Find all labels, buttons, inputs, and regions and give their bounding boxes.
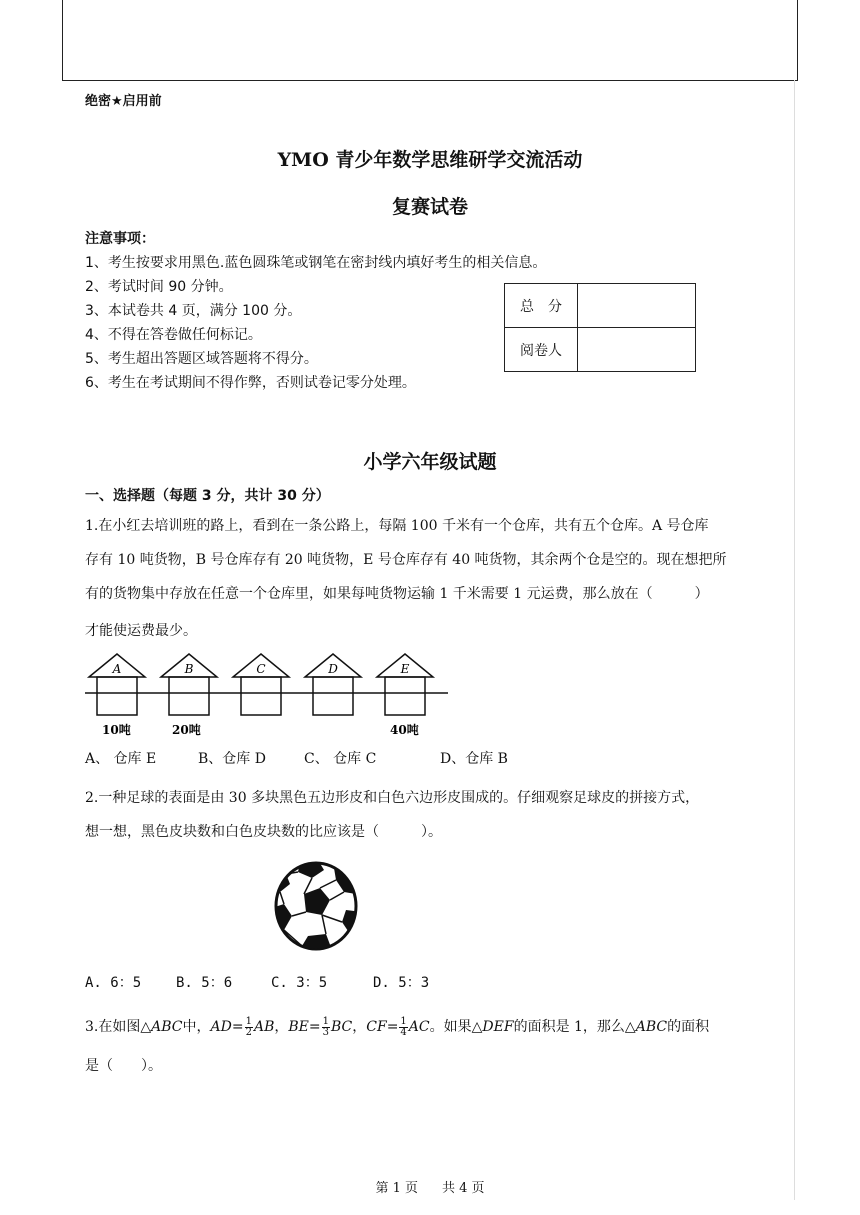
question-2-line: 想一想，黑色皮块数和白色皮块数的比应该是（ ）。: [85, 824, 442, 840]
grader-label: 阅卷人: [505, 328, 578, 372]
fraction-numerator: 1: [400, 1015, 407, 1027]
fraction: [245, 1017, 253, 1038]
q3-math: AB: [253, 1019, 275, 1035]
total-score-cell[interactable]: [578, 284, 696, 328]
note-item: 1、考生按要求用黑色.蓝色圆珠笔或钢笔在密封线内填好考生的相关信息。: [85, 255, 547, 271]
question-3-line: 是（ ）。: [85, 1058, 162, 1074]
note-item: 2、考试时间 90 分钟。: [85, 279, 233, 295]
warehouse-body: [385, 677, 425, 715]
question-1-line: 存有 10 吨货物，B 号仓库存有 20 吨货物，E 号仓库存有 40 吨货物，其余两个仓是空的。现在想把所: [85, 552, 727, 568]
q3-math: AD: [210, 1019, 232, 1035]
margin-line: [794, 80, 795, 1200]
q2-option-d[interactable]: D. 5：3: [373, 975, 430, 991]
note-item: 3、本试卷共 4 页，满分 100 分。: [85, 303, 302, 319]
q3-text: =: [231, 1019, 244, 1035]
q3-text: 中，: [182, 1019, 211, 1035]
q2-option-c[interactable]: C. 3：5: [271, 975, 328, 991]
section-heading: 一、选择题（每题 3 分，共计 30 分）: [85, 488, 330, 504]
score-table: [504, 283, 696, 372]
question-1-line: 1.在小红去培训班的路上，看到在一条公路上，每隔 100 千米有一个仓库，共有五个仓库。A 号仓库: [85, 518, 709, 534]
fraction: [322, 1017, 330, 1038]
warehouse-body: [241, 677, 281, 715]
q1-option-d[interactable]: D、仓库 B: [440, 751, 508, 767]
warehouse-label: B: [184, 662, 194, 676]
grader-cell[interactable]: [578, 328, 696, 372]
warehouse-body: [97, 677, 137, 715]
q3-text: ，: [274, 1019, 289, 1035]
total-score-label: 总 分: [505, 284, 578, 328]
exam-title: YMO 青少年数学思维研学交流活动: [277, 149, 583, 171]
warehouse-diagram: [80, 650, 460, 745]
question-2-line: 2.一种足球的表面是由 30 多块黑色五边形皮和白色六边形皮围成的。仔细观察足球皮的拼接方式，: [85, 790, 700, 806]
q3-text: 如果△: [443, 1019, 483, 1035]
q3-text: 。: [429, 1019, 444, 1035]
header-frame: [62, 0, 798, 81]
warehouse-label: C: [256, 662, 266, 676]
warehouse-label: E: [400, 662, 410, 676]
soccer-ball-image: [272, 860, 360, 952]
question-1-line: 有的货物集中存放在任意一个仓库里，如果每吨货物运输 1 千米需要 1 元运费，那么放在（ ）: [85, 586, 709, 602]
q3-math: BC: [330, 1019, 353, 1035]
note-item: 6、考生在考试期间不得作弊，否则试卷记零分处理。: [85, 375, 416, 391]
q3-text: 3.在如图△: [85, 1019, 152, 1035]
q3-math: ABC: [635, 1019, 668, 1035]
fraction-denominator: 2: [245, 1026, 252, 1038]
note-item: 4、不得在答卷做任何标记。: [85, 327, 262, 343]
warehouse-label: A: [112, 662, 122, 676]
fraction-numerator: 1: [322, 1015, 329, 1027]
warehouse-label: D: [328, 662, 338, 676]
page-total: 共 4 页: [442, 1181, 485, 1196]
warehouse-a: [89, 654, 145, 715]
confidential-label: 绝密★启用前: [85, 94, 162, 109]
warehouse-b: [161, 654, 217, 715]
question-1-line: 才能使运费最少。: [85, 623, 197, 639]
warehouse-body: [169, 677, 209, 715]
q3-math: BE: [288, 1019, 309, 1035]
notes-heading: 注意事项：: [85, 231, 155, 247]
q3-text: 的面积是 1，那么△: [513, 1019, 636, 1035]
note-item: 5、考生超出答题区域答题将不得分。: [85, 351, 318, 367]
fraction-numerator: 1: [245, 1015, 252, 1027]
q3-text: ，: [352, 1019, 367, 1035]
weight-label: 10吨: [102, 723, 131, 737]
fraction-denominator: 4: [400, 1026, 407, 1038]
warehouse-e: [377, 654, 433, 715]
q1-option-c[interactable]: C、 仓库 C: [304, 751, 377, 767]
q3-text: =: [386, 1019, 399, 1035]
q3-math: DEF: [482, 1019, 514, 1035]
fraction: [399, 1017, 407, 1038]
page-number: 第 1 页: [375, 1181, 418, 1196]
q3-math: CF: [366, 1019, 387, 1035]
q3-math: AC: [408, 1019, 430, 1035]
warehouse-c: [233, 654, 289, 715]
warehouse-d: [305, 654, 361, 715]
q3-math: ABC: [151, 1019, 183, 1035]
exam-subtitle: 复赛试卷: [391, 196, 468, 218]
weight-label: 20吨: [172, 723, 201, 737]
page-footer: [0, 1177, 860, 1196]
q1-option-b[interactable]: B、仓库 D: [198, 751, 266, 767]
fraction-denominator: 3: [322, 1026, 329, 1038]
q2-option-a[interactable]: A. 6：5: [85, 975, 142, 991]
q1-option-a[interactable]: A、 仓库 E: [85, 751, 157, 767]
q3-text: =: [308, 1019, 321, 1035]
q3-text: 的面积: [667, 1019, 710, 1035]
warehouse-body: [313, 677, 353, 715]
question-3-line: [85, 1016, 709, 1038]
weight-label: 40吨: [390, 723, 419, 737]
q2-option-b[interactable]: B. 5：6: [176, 975, 233, 991]
grade-title: 小学六年级试题: [363, 451, 497, 473]
